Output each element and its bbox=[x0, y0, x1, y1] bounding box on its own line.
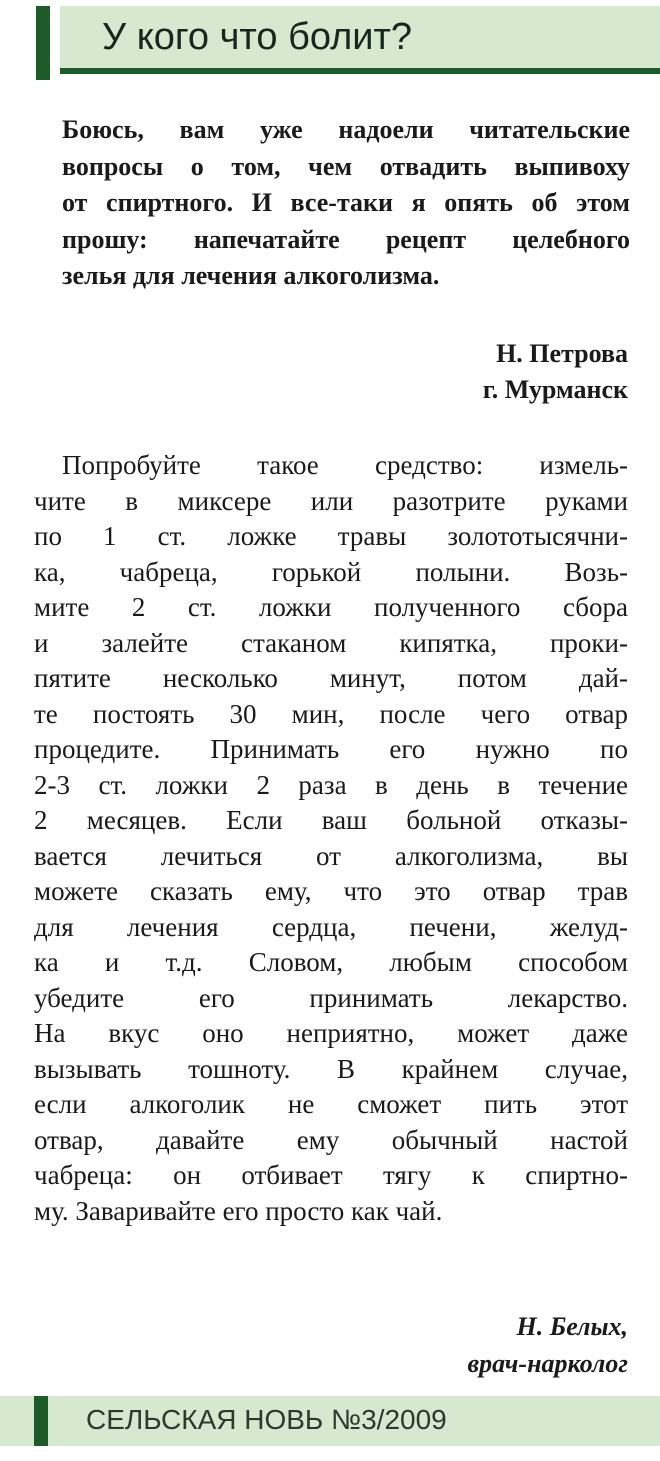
footer-edge-band bbox=[0, 1396, 34, 1446]
header-accent-bar bbox=[36, 6, 50, 80]
expert-name: Н. Белых, bbox=[516, 1312, 628, 1341]
section-header bbox=[36, 6, 660, 80]
answer-line: ка и т.д. Словом, любым способом bbox=[34, 947, 628, 977]
answer-line: чите в миксере или разотрите руками bbox=[34, 485, 628, 516]
answer-line: вызывать тошноту. В крайнем случае, bbox=[34, 1053, 628, 1084]
answer-line: и залейте стаканом кипятка, проки- bbox=[34, 627, 628, 658]
reader-question bbox=[62, 112, 630, 295]
answer-line: по 1 ст. ложке травы золототысячни- bbox=[34, 521, 628, 551]
reader-name: Н. Петрова bbox=[496, 339, 628, 368]
answer-line: процедите. Принимать его нужно по bbox=[34, 734, 628, 764]
answer-line: если алкоголик не сможет пить этот bbox=[34, 1089, 628, 1119]
reader-signature bbox=[228, 336, 628, 408]
expert-signature bbox=[228, 1308, 628, 1382]
answer-line: На вкус оно неприятно, может даже bbox=[34, 1018, 628, 1048]
answer-line: для лечения сердца, печени, желуд- bbox=[34, 911, 628, 942]
answer-line: убедите его принимать лекарство. bbox=[34, 982, 628, 1013]
answer-line: му. Заваривайте его просто как чай. bbox=[34, 1195, 443, 1226]
answer-line: те постоять 30 мин, после чего отвар bbox=[34, 698, 628, 729]
answer-line: чабреца: он отбивает тягу к спиртно- bbox=[34, 1160, 628, 1190]
answer-line: 2-3 ст. ложки 2 раза в день в течение bbox=[34, 769, 628, 800]
answer-line: можете сказать ему, что это отвар трав bbox=[34, 876, 628, 906]
question-line: Боюсь, вам уже надоели читательские bbox=[62, 115, 630, 144]
question-line: от спиртного. И все-таки я опять об этом bbox=[62, 188, 630, 217]
answer-line: ка, чабреца, горькой полыни. Возь- bbox=[34, 556, 628, 587]
answer-line: пятите несколько минут, потом дай- bbox=[34, 663, 628, 693]
question-line: зелья для лечения алкоголизма. bbox=[62, 261, 440, 290]
expert-title: врач-нарколог bbox=[467, 1349, 628, 1378]
journal-name: СЕЛЬСКАЯ НОВЬ №3/2009 bbox=[86, 1404, 447, 1435]
expert-answer bbox=[34, 448, 628, 1229]
answer-line: отвар, давайте ему обычный настой bbox=[34, 1124, 628, 1155]
section-title: У кого что болит? bbox=[102, 16, 413, 58]
answer-line: 2 месяцев. Если ваш больной отказы- bbox=[34, 805, 628, 835]
reader-city: г. Мурманск bbox=[482, 375, 628, 404]
answer-line: Попробуйте такое средство: измель- bbox=[62, 450, 628, 480]
header-gap bbox=[50, 6, 60, 80]
answer-line: вается лечиться от алкоголизма, вы bbox=[34, 840, 628, 871]
question-line: вопросы о том, чем отвадить выпивоху bbox=[62, 151, 630, 181]
question-line: прошу: напечатайте рецепт целебного bbox=[62, 224, 630, 254]
footer-accent-bar bbox=[34, 1396, 48, 1446]
answer-line: мите 2 ст. ложки полученного сбора bbox=[34, 592, 628, 622]
page-footer bbox=[0, 1396, 660, 1461]
